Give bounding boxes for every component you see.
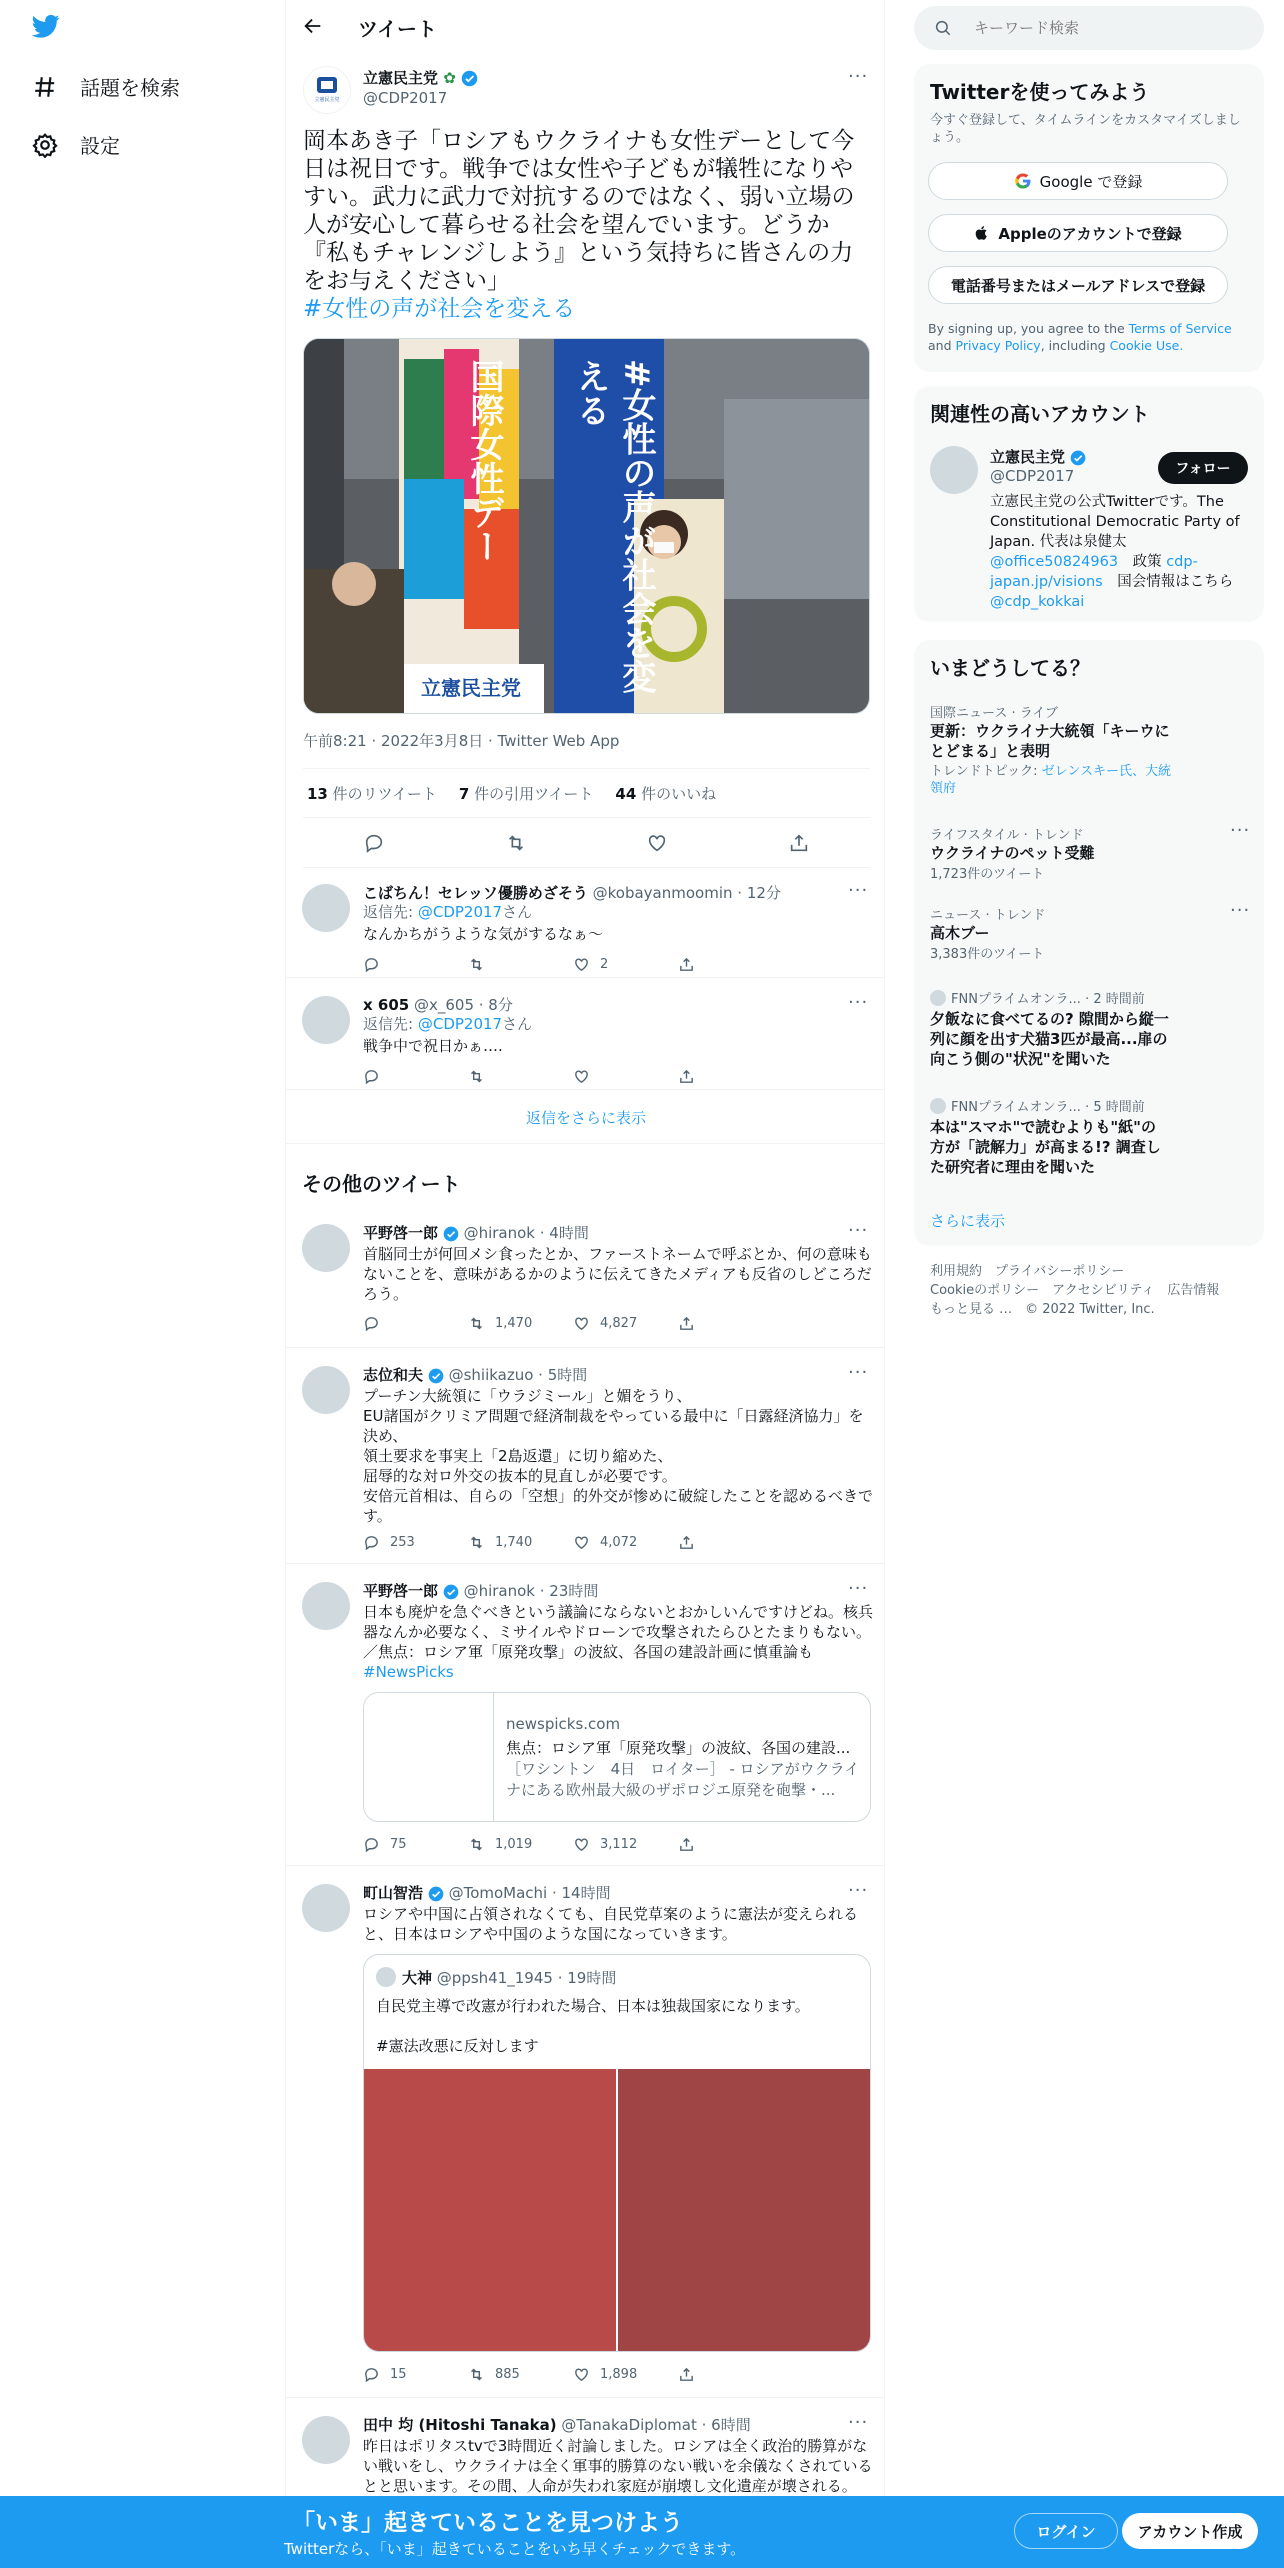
- bio-link[interactable]: cdp-japan.jp/visions: [990, 554, 1198, 590]
- reply-author-name[interactable]: x 605: [363, 996, 410, 1014]
- privacy-link[interactable]: Privacy Policy: [955, 338, 1041, 353]
- trend-category: 国際ニュース · ライブ: [930, 706, 1058, 721]
- reply-author-handle[interactable]: @x_605 · 8分: [414, 996, 513, 1014]
- quoted-tweet-header: 大神 @ppsh41_1945 · 19時間: [402, 1969, 617, 1987]
- apple-signup-button[interactable]: Appleのアカウントで登録: [928, 214, 1228, 252]
- related-account-handle[interactable]: @CDP2017: [990, 467, 1075, 485]
- tweet-body: ロシアや中国に占領されなくても、自民党草案のように憲法が変えられると、日本はロシアや中国のような国になっていきます。: [363, 1905, 859, 1943]
- tweet-body: プーチン大統領に「ウラジミール」と媚をうり、 EU諸国がクリミア問題で経済制裁をやっている最中に「日露経済協力」を決め、 領土要求を事実上「2島返還」に切り縮めた、 屈辱的な対ロ外交の抜本的見直しが必要です。 安倍元首相は、自らの「空想」的外交が惨めに破綻したことを認めるべきです。: [363, 1387, 874, 1525]
- tweet-meta[interactable]: 午前8:21 · 2022年3月8日 · Twitter Web App: [303, 732, 620, 750]
- tweet-actions: [363, 1534, 783, 1551]
- tweet-header: [363, 1222, 589, 1243]
- more-options-icon[interactable]: ···: [1230, 820, 1251, 841]
- share-button[interactable]: [678, 1534, 783, 1551]
- reply-header: [363, 994, 513, 1015]
- hashtag-icon: [32, 74, 58, 100]
- tweet-author-handle[interactable]: @TomoMachi · 14時間: [448, 1884, 611, 1902]
- news-item[interactable]: [930, 1096, 1250, 1177]
- cookie-link[interactable]: Cookie Use.: [1109, 338, 1184, 353]
- quote-count-stat[interactable]: 7 件の引用ツイート: [458, 784, 594, 803]
- avatar[interactable]: [302, 884, 350, 932]
- more-options-icon[interactable]: ···: [848, 1362, 869, 1383]
- trend-item[interactable]: [930, 824, 1250, 882]
- reply-tweet[interactable]: [286, 868, 885, 978]
- news-source: FNNプライムオンラ... · 2 時間前: [930, 988, 1250, 1007]
- show-more-replies-link[interactable]: 返信をさらに表示: [286, 1092, 885, 1144]
- link-card-description: ［ワシントン 4日 ロイター］ - ロシアがウクライナにある欧州最大級のザポロジエ原発を砲撃・...: [506, 1760, 860, 1799]
- nav-settings[interactable]: [32, 130, 120, 159]
- quoted-tweet-image[interactable]: [618, 2069, 871, 2352]
- more-options-icon[interactable]: ···: [848, 66, 869, 87]
- tweet-author-name[interactable]: 平野啓一郎: [363, 1224, 439, 1242]
- trends-show-more-link[interactable]: さらに表示: [930, 1212, 1006, 1230]
- more-options-icon[interactable]: ···: [848, 1880, 869, 1901]
- signup-button[interactable]: アカウント作成: [1122, 2513, 1258, 2549]
- rose-emoji-icon: ✿: [443, 69, 456, 87]
- tweet-header: [363, 2414, 751, 2435]
- share-button[interactable]: [678, 1315, 783, 1332]
- reply-author-name[interactable]: こばちん！セレッソ優勝めざそう: [363, 884, 588, 902]
- author-name[interactable]: 立憲民主党: [363, 69, 439, 87]
- tweet-stats: [303, 768, 870, 818]
- verified-badge-icon: [461, 70, 478, 87]
- svg-text:立憲民主党: 立憲民主党: [314, 97, 340, 103]
- news-source: FNNプライムオンラ... · 5 時間前: [930, 1096, 1250, 1115]
- photo-banner-right: #女性の声が社会を変える: [570, 359, 656, 694]
- retweet-button[interactable]: 1,470: [468, 1315, 573, 1332]
- trend-title: ウクライナのペット受難: [930, 844, 1095, 862]
- bio-link[interactable]: @office50824963: [990, 554, 1119, 570]
- author-handle[interactable]: @CDP2017: [363, 89, 448, 107]
- reply-button[interactable]: 15: [363, 2366, 468, 2383]
- tweet-hashtag[interactable]: #NewsPicks: [363, 1663, 454, 1681]
- link-card-domain: newspicks.com: [506, 1715, 621, 1733]
- more-options-icon[interactable]: ···: [848, 2412, 869, 2433]
- twitter-logo-icon[interactable]: [30, 12, 62, 40]
- footer-line[interactable]: Cookieのポリシー アクセシビリティ 広告情報: [930, 1283, 1220, 1298]
- trends-box: [914, 640, 1264, 1246]
- apple-logo-icon: [974, 224, 990, 242]
- follow-button[interactable]: フォロー: [1158, 452, 1248, 484]
- avatar: [930, 990, 946, 1006]
- reply-header: [363, 882, 781, 903]
- reply-tweet[interactable]: [286, 980, 885, 1090]
- related-account-name[interactable]: 立憲民主党: [990, 446, 1086, 467]
- tweet-author-name[interactable]: 志位和夫: [363, 1366, 424, 1384]
- timeline-tweet[interactable]: [286, 1868, 885, 2398]
- bottom-bar-headline: 「いま」起きていることを見つけよう: [292, 2510, 683, 2536]
- author-avatar[interactable]: [303, 66, 351, 114]
- tweet-actions: [363, 1315, 783, 1332]
- like-count-stat[interactable]: 44 件のいいね: [615, 784, 717, 803]
- tweet-actions: [363, 2366, 783, 2383]
- photo-caption: 立憲民主党: [421, 676, 521, 700]
- avatar[interactable]: [302, 1224, 350, 1272]
- footer-links[interactable]: [930, 1262, 1250, 1319]
- bottom-bar-subtext: Twitterなら、「いま」起きていることをいち早くチェックできます。: [284, 2540, 746, 2558]
- like-button[interactable]: 4,072: [573, 1534, 678, 1551]
- search-input[interactable]: [974, 19, 1234, 37]
- trend-title: 高木ブー: [930, 924, 990, 942]
- quoted-tweet-text: 自民党主導で改憲が行われた場合、日本は独裁国家になります。: [376, 1997, 810, 2015]
- tweet-header: [363, 1882, 611, 1903]
- reply-to-line: 返信先: @CDP2017さん: [363, 903, 533, 921]
- footer-line[interactable]: 利用規約 プライバシーポリシー: [930, 1264, 1125, 1279]
- bottom-signup-bar: [0, 2496, 1284, 2568]
- tweet-author-handle[interactable]: @TanakaDiplomat · 6時間: [561, 2416, 751, 2434]
- trend-item[interactable]: [930, 702, 1250, 797]
- share-button[interactable]: [678, 956, 783, 973]
- like-button[interactable]: 3,112: [573, 1836, 678, 1853]
- tweet-author-handle[interactable]: @hiranok · 4時間: [463, 1224, 589, 1242]
- bio-link[interactable]: @cdp_kokkai: [990, 594, 1085, 610]
- like-button[interactable]: [573, 1068, 678, 1085]
- share-button[interactable]: [678, 1836, 783, 1853]
- more-options-icon[interactable]: ···: [848, 1220, 869, 1241]
- timeline-tweet[interactable]: [286, 1208, 885, 1348]
- like-button[interactable]: 4,827: [573, 1315, 678, 1332]
- signup-terms: By signing up, you agree to the Terms of Service and Privacy Policy, including Cookie Use.: [928, 321, 1232, 353]
- phone-email-signup-button[interactable]: 電話番号またはメールアドレスで登録: [928, 266, 1228, 304]
- page-header: [286, 0, 885, 54]
- trend-item[interactable]: [930, 904, 1250, 962]
- reply-to-link[interactable]: @CDP2017: [417, 903, 503, 921]
- retweet-count-stat[interactable]: 13 件のリツイート: [307, 784, 437, 803]
- like-icon[interactable]: [646, 832, 668, 854]
- news-title: 夕飯なに食べてるの? 隙間から縦一列に顔を出す犬猫3匹が最高...扉の向こう側の"状況"を聞いた: [930, 1010, 1169, 1068]
- avatar: [376, 1967, 396, 1987]
- reply-button[interactable]: 75: [363, 1836, 468, 1853]
- back-arrow-icon[interactable]: [302, 15, 324, 37]
- tweet-body: 昨日はポリタスtvで3時間近く討論しました。ロシアは全く政治的勝算がない戦いをし、ウクライナは全く軍事的勝算のない戦いを余儀なくされているとと思います。その間、人命が失われ家庭が崩壊し文化遺産が壊される。: [363, 2437, 873, 2495]
- login-button[interactable]: ログイン: [1014, 2513, 1118, 2549]
- link-card[interactable]: [363, 1692, 871, 1822]
- retweet-button[interactable]: 885: [468, 2366, 573, 2383]
- more-options-icon[interactable]: ···: [848, 880, 869, 901]
- verified-badge-icon: [1070, 450, 1086, 466]
- reply-icon[interactable]: [363, 832, 385, 854]
- tweet-author-name[interactable]: 町山智浩: [363, 1884, 424, 1902]
- trend-topic: トレンドトピック: ゼレンスキー氏、大統領府: [930, 764, 1171, 796]
- verified-badge-icon: [428, 1368, 444, 1384]
- reply-button[interactable]: [363, 1315, 468, 1332]
- reply-author-handle[interactable]: @kobayanmoomin · 12分: [592, 884, 781, 902]
- verified-badge-icon: [428, 1886, 444, 1902]
- trend-tweet-count: 1,723件のツイート: [930, 867, 1045, 882]
- retweet-button[interactable]: [468, 956, 573, 973]
- retweet-button[interactable]: 1,740: [468, 1534, 573, 1551]
- google-signup-button[interactable]: Google で登録: [928, 162, 1228, 200]
- link-card-title: 焦点：ロシア軍「原発攻撃」の波紋、各国の建設...: [506, 1739, 851, 1757]
- tweet-header: [363, 1580, 598, 1601]
- quoted-tweet-hashtag: #憲法改悪に反対します: [376, 2037, 539, 2055]
- timeline-tweet[interactable]: [286, 1350, 885, 1564]
- retweet-button[interactable]: 1,019: [468, 1836, 573, 1853]
- tweet-author-handle[interactable]: @shiikazuo · 5時間: [448, 1366, 588, 1384]
- share-button[interactable]: [678, 2366, 783, 2383]
- signup-box: [914, 64, 1264, 372]
- reply-actions: [363, 1068, 783, 1085]
- footer-line[interactable]: もっと見る … © 2022 Twitter, Inc.: [930, 1302, 1155, 1317]
- timeline-tweet[interactable]: [286, 1566, 885, 1866]
- quoted-tweet-image[interactable]: [364, 2069, 616, 2352]
- quoted-tweet[interactable]: [363, 1954, 871, 2352]
- avatar[interactable]: [302, 2416, 350, 2464]
- reply-button[interactable]: [363, 1068, 468, 1085]
- more-options-icon[interactable]: ···: [1230, 900, 1251, 921]
- more-options-icon[interactable]: ···: [848, 992, 869, 1013]
- nav-explore[interactable]: [32, 72, 180, 101]
- reply-button[interactable]: 253: [363, 1534, 468, 1551]
- gear-icon: [32, 132, 58, 158]
- like-button[interactable]: 1,898: [573, 2366, 678, 2383]
- related-accounts-title: 関連性の高いアカウント: [930, 402, 1150, 426]
- tweet-body: 首脳同士が何回メシ食ったとか、ファーストネームで呼ぶとか、何の意味もないことを、意味があるかのように伝えてきたメディアも反省のしどころだろう。: [363, 1245, 872, 1303]
- other-tweets-title: その他のツイート: [302, 1172, 461, 1196]
- avatar[interactable]: [302, 996, 350, 1044]
- news-title: 本は"スマホ"で読むよりも"紙"の方が「読解力」が高まる!? 調査した研究者に理由を聞いた: [930, 1118, 1161, 1176]
- share-icon[interactable]: [788, 832, 810, 854]
- tweet-hashtag[interactable]: #女性の声が社会を変える: [303, 296, 576, 322]
- trends-title: いまどうしてる？: [930, 656, 1090, 680]
- link-card-thumbnail: [364, 1693, 494, 1822]
- retweet-icon[interactable]: [505, 832, 527, 854]
- tweet-actions: [303, 818, 870, 868]
- share-button[interactable]: [678, 1068, 783, 1085]
- left-nav: [0, 0, 285, 2568]
- news-item[interactable]: [930, 988, 1250, 1069]
- verified-badge-icon: [443, 1226, 459, 1242]
- verified-badge-icon: [443, 1584, 459, 1600]
- reply-text: 戦争中で祝日かぁ….: [363, 1037, 503, 1055]
- tweet-photo[interactable]: [303, 338, 870, 714]
- avatar: [930, 1098, 946, 1114]
- tweet-body: 日本も廃炉を急ぐべきという議論にならないとおかしいんですけどね。核兵器なんか必要なく、ミサイルやドローンで攻撃されたらひとたまりもない。／焦点：ロシア軍「原発攻撃」の波紋、各国の建設計画に慎重論も #NewsPicks: [363, 1603, 874, 1681]
- reply-text: なんかちがうような気がするなぁ～: [363, 925, 604, 943]
- photo-banner-left: 国際女性デー: [464, 359, 504, 563]
- nav-explore-label: 話題を検索: [80, 76, 180, 100]
- signup-subtitle: 今すぐ登録して、タイムラインをカスタマイズしましょう。: [930, 113, 1241, 145]
- like-button[interactable]: 2: [573, 956, 678, 973]
- reply-button[interactable]: [363, 956, 468, 973]
- main-column: [285, 0, 885, 2568]
- trend-title: 更新：ウクライナ大統領「キーウにとどまる」と表明: [930, 722, 1170, 760]
- trend-category: ライフスタイル · トレンド: [930, 828, 1084, 843]
- tweet-author-handle[interactable]: @hiranok · 23時間: [463, 1582, 599, 1600]
- tweet-text: [303, 127, 871, 323]
- avatar[interactable]: [302, 1582, 350, 1630]
- tweet-body: 岡本あき子「ロシアもウクライナも女性デーとして今日は祝日です。戦争では女性や子どもが犠牲になりやすい。武力に武力で対抗するのではなく、弱い立場の人が安心して暮らせる社会を望んでいます。どうか『私もチャレンジしよう』という気持ちに皆さんの力をお与えください」: [303, 128, 855, 294]
- signup-title: Twitterを使ってみよう: [930, 80, 1150, 104]
- retweet-button[interactable]: [468, 1068, 573, 1085]
- page-title: ツイート: [358, 17, 437, 41]
- tweet-actions: [363, 1836, 783, 1853]
- avatar[interactable]: [302, 1884, 350, 1932]
- avatar[interactable]: [930, 446, 978, 494]
- tweet-author-name[interactable]: 平野啓一郎: [363, 1582, 439, 1600]
- avatar[interactable]: [302, 1366, 350, 1414]
- author-name-row[interactable]: [363, 67, 478, 88]
- nav-settings-label: 設定: [80, 134, 120, 158]
- trend-tweet-count: 3,383件のツイート: [930, 947, 1045, 962]
- related-accounts-box: [914, 386, 1264, 622]
- reply-actions: [363, 956, 783, 973]
- more-options-icon[interactable]: ···: [848, 1578, 869, 1599]
- terms-link[interactable]: Terms of Service: [1128, 321, 1232, 336]
- reply-to-link[interactable]: @CDP2017: [417, 1015, 503, 1033]
- tweet-header: [363, 1364, 587, 1385]
- tweet-author-name[interactable]: 田中 均 (Hitoshi Tanaka): [363, 2416, 557, 2434]
- trend-category: ニュース · トレンド: [930, 908, 1046, 923]
- related-account-bio: 立憲民主党の公式Twitterです。The Constitutional Democratic Party of Japan. 代表は泉健太 @office50824963 政策 cdp-japan.jp/visions 国会情報はこちら @cdp_kokkai: [990, 494, 1240, 610]
- search-box[interactable]: [914, 6, 1264, 50]
- reply-to-line: 返信先: @CDP2017さん: [363, 1015, 533, 1033]
- search-icon: [934, 19, 952, 37]
- google-logo-icon: [1014, 172, 1032, 190]
